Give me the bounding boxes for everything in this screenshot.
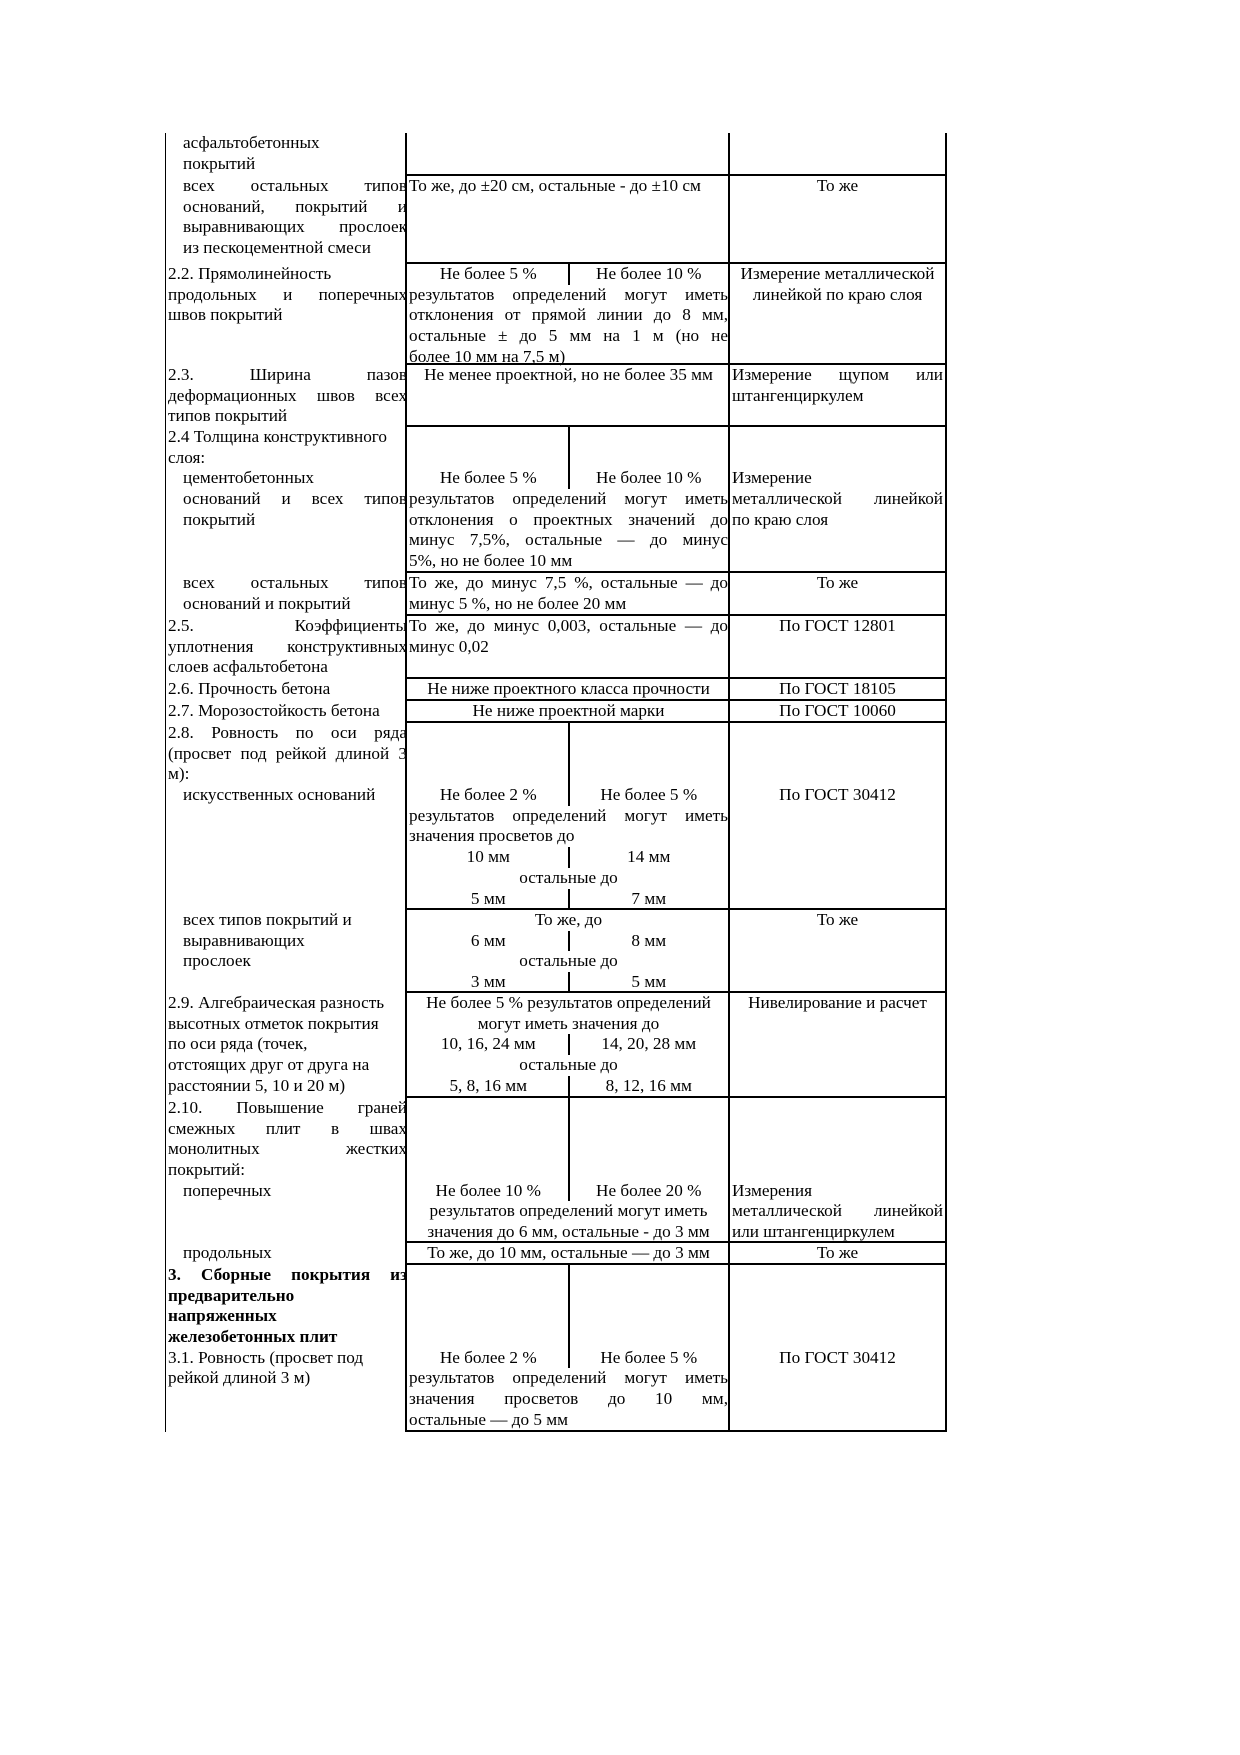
blank-line bbox=[732, 1286, 943, 1307]
blank-line bbox=[732, 1306, 943, 1327]
split-values bbox=[409, 889, 728, 910]
text-line: рейкой длиной 3 м) bbox=[168, 1368, 311, 1388]
parameter-cell bbox=[165, 701, 407, 723]
control-method-cell bbox=[728, 1265, 947, 1432]
text-line: выравнивающих bbox=[183, 930, 305, 950]
text-line: Не ниже проектной марки bbox=[472, 701, 665, 720]
text-line: м): bbox=[168, 764, 190, 784]
control-method-cell bbox=[728, 176, 947, 264]
table-row bbox=[165, 573, 945, 616]
text-line: По ГОСТ 30412 bbox=[779, 1347, 896, 1367]
control-method-cell bbox=[728, 993, 947, 1098]
text-line: результатов определений могут иметь bbox=[409, 489, 728, 509]
text-line: продольных bbox=[183, 1243, 272, 1262]
split-left bbox=[409, 744, 570, 765]
text-line: То же bbox=[816, 1243, 859, 1262]
tolerance-cell bbox=[405, 133, 730, 176]
control-method-cell bbox=[728, 910, 947, 993]
text-line: По ГОСТ 10060 bbox=[779, 701, 896, 720]
text-line: остальные ± до 5 мм на 1 м (но не bbox=[409, 326, 728, 346]
text-line: высотных отметок покрытия bbox=[168, 1013, 379, 1033]
text-line: остальные до bbox=[519, 951, 618, 971]
text-line: 3. Сборные покрытия из bbox=[168, 1265, 407, 1284]
split-right-value: Не более 10 % bbox=[596, 468, 702, 488]
text-line: результатов определений могут иметь bbox=[409, 1368, 728, 1388]
text-line: Не более 5 % результатов определений bbox=[426, 993, 711, 1012]
split-left bbox=[409, 1306, 570, 1327]
split-left bbox=[409, 764, 570, 785]
split-right bbox=[570, 1327, 729, 1348]
split-right bbox=[570, 764, 729, 785]
control-method-cell bbox=[728, 1243, 947, 1265]
text-line: всех остальных типов bbox=[183, 176, 407, 195]
text-line: штангенциркулем bbox=[732, 385, 864, 405]
text-line: остальные до bbox=[519, 1055, 618, 1075]
split-values bbox=[409, 264, 728, 285]
text-line: деформационных швов всех bbox=[168, 385, 407, 405]
split-values bbox=[409, 972, 728, 993]
text-line: По ГОСТ 30412 bbox=[779, 785, 896, 805]
split-right-value: Не более 5 % bbox=[600, 785, 698, 805]
split-right bbox=[570, 1139, 729, 1160]
text-line: слоев асфальтобетона bbox=[168, 657, 328, 677]
text-line: 2.8. Ровность по оси ряда bbox=[168, 723, 407, 742]
table-row bbox=[165, 133, 945, 176]
text-line: по оси ряда (точек, bbox=[168, 1034, 308, 1054]
split-right-value: 8 мм bbox=[631, 930, 667, 950]
split-left-value: 10, 16, 24 мм bbox=[409, 1034, 570, 1055]
split-divider bbox=[409, 1139, 728, 1160]
text-line: слоя: bbox=[168, 447, 206, 467]
parameter-cell bbox=[165, 1243, 407, 1265]
parameter-cell bbox=[165, 993, 407, 1098]
split-divider bbox=[409, 744, 728, 765]
split-right bbox=[570, 744, 729, 765]
table-row bbox=[165, 1098, 945, 1243]
text-line: из пескоцементной смеси bbox=[183, 238, 371, 258]
text-line: линейкой по краю слоя bbox=[752, 284, 923, 304]
text-line: покрытий bbox=[183, 509, 256, 529]
text-line: или штангенциркулем bbox=[732, 1222, 895, 1242]
text-line: оснований и покрытий bbox=[183, 593, 351, 613]
table-row bbox=[165, 993, 945, 1098]
split-values bbox=[409, 785, 728, 806]
text-line: отклонения от прямой линии до 8 мм, bbox=[409, 305, 728, 325]
parameter-cell bbox=[165, 573, 407, 616]
split-values bbox=[409, 468, 728, 489]
text-line: металлической линейкой bbox=[732, 489, 943, 509]
tolerance-cell bbox=[405, 1243, 730, 1265]
parameter-cell bbox=[165, 616, 407, 679]
text-line: железобетонных плит bbox=[168, 1327, 338, 1347]
split-left-value: 5, 8, 16 мм bbox=[409, 1076, 570, 1097]
text-line: значения просветов до bbox=[409, 826, 575, 846]
text-line: Измерение металлической bbox=[740, 264, 935, 283]
table-row bbox=[165, 616, 945, 679]
text-line: Измерение щупом или bbox=[732, 365, 943, 384]
text-line: 3.1. Ровность (просвет под bbox=[168, 1347, 364, 1367]
split-left bbox=[409, 1098, 570, 1119]
split-left-value: Не более 5 % bbox=[409, 264, 570, 285]
split-right bbox=[570, 723, 729, 744]
text-line: смежных плит в швах bbox=[168, 1118, 407, 1138]
split-left-value: 10 мм bbox=[409, 847, 570, 868]
text-line: результатов определений могут иметь bbox=[429, 1201, 708, 1221]
text-line: То же, до минус 0,003, остальные — до bbox=[409, 616, 728, 635]
split-left bbox=[409, 1160, 570, 1181]
text-line: поперечных bbox=[183, 1180, 272, 1200]
text-line: по краю слоя bbox=[732, 509, 829, 529]
control-method-cell bbox=[728, 1098, 947, 1243]
parameter-cell bbox=[165, 176, 407, 264]
blank-line bbox=[732, 448, 943, 469]
parameter-cell bbox=[165, 723, 407, 910]
tolerance-cell bbox=[405, 701, 730, 723]
text-line: продольных и поперечных bbox=[168, 284, 407, 304]
split-values bbox=[409, 931, 728, 952]
blank-line bbox=[732, 744, 943, 765]
split-values bbox=[409, 847, 728, 868]
text-line: покрытий bbox=[183, 153, 256, 173]
control-method-cell bbox=[728, 427, 947, 573]
blank-line bbox=[732, 1139, 943, 1160]
text-line: То же, до ±20 см, остальные - до ±10 см bbox=[409, 176, 701, 195]
split-divider bbox=[409, 1119, 728, 1140]
blank-line bbox=[732, 1327, 943, 1348]
tolerance-cell bbox=[405, 616, 730, 679]
text-line: результатов определений могут иметь bbox=[409, 805, 728, 825]
tolerance-cell bbox=[405, 910, 730, 993]
table-row bbox=[165, 910, 945, 993]
blank-line bbox=[732, 1098, 943, 1119]
text-line: То же bbox=[816, 910, 859, 929]
parameter-cell bbox=[165, 133, 407, 176]
text-line: результатов определений могут иметь bbox=[409, 284, 728, 304]
text-line: По ГОСТ 12801 bbox=[779, 616, 896, 635]
tolerance-cell bbox=[405, 679, 730, 701]
table-row bbox=[165, 679, 945, 701]
text-line: выравнивающих прослоек bbox=[183, 217, 407, 237]
text-line: отстоящих друг от друга на bbox=[168, 1055, 370, 1075]
parameter-cell bbox=[165, 1265, 407, 1432]
split-left-value: Не более 10 % bbox=[409, 1181, 570, 1202]
table-row bbox=[165, 1265, 945, 1432]
split-divider bbox=[409, 764, 728, 785]
split-left bbox=[409, 448, 570, 469]
split-left bbox=[409, 1265, 570, 1286]
table-row bbox=[165, 264, 945, 365]
text-line: оснований, покрытий и bbox=[183, 196, 407, 216]
parameter-cell bbox=[165, 365, 407, 427]
table-row bbox=[165, 701, 945, 723]
text-line: Нивелирование и расчет bbox=[748, 993, 927, 1012]
text-line: искусственных оснований bbox=[183, 785, 376, 805]
parameter-cell bbox=[165, 1098, 407, 1243]
tolerance-cell bbox=[405, 1265, 730, 1432]
split-divider bbox=[409, 448, 728, 469]
split-right bbox=[570, 448, 729, 469]
split-right-value: 14, 20, 28 мм bbox=[601, 1034, 697, 1054]
split-right-value: Не более 5 % bbox=[600, 1347, 698, 1367]
control-method-cell bbox=[728, 264, 947, 365]
split-divider bbox=[409, 427, 728, 448]
text-line: значения до 6 мм, остальные - до 3 мм bbox=[427, 1222, 710, 1242]
table-row bbox=[165, 427, 945, 573]
split-left-value: 5 мм bbox=[409, 889, 570, 910]
split-values bbox=[409, 1034, 728, 1055]
tolerance-cell bbox=[405, 993, 730, 1098]
text-line: швов покрытий bbox=[168, 305, 283, 325]
parameter-cell bbox=[165, 679, 407, 701]
split-left-value: 3 мм bbox=[409, 972, 570, 993]
split-divider bbox=[409, 1306, 728, 1327]
text-line: 5%, но не более 10 мм bbox=[409, 551, 573, 571]
text-line: напряженных bbox=[168, 1306, 277, 1326]
text-line: Измерения bbox=[732, 1180, 812, 1200]
blank-line bbox=[732, 427, 943, 448]
tolerance-cell bbox=[405, 176, 730, 264]
text-line: То же, до 10 мм, остальные — до 3 мм bbox=[427, 1243, 710, 1262]
text-line: минус 5 %, но не более 20 мм bbox=[409, 593, 627, 613]
text-line: 2.9. Алгебраическая разность bbox=[168, 993, 385, 1012]
split-values bbox=[409, 1348, 728, 1369]
text-line: То же bbox=[816, 573, 859, 592]
split-right-value: 14 мм bbox=[627, 847, 671, 867]
split-left bbox=[409, 1139, 570, 1160]
split-right bbox=[570, 1119, 729, 1140]
split-right-value: 5 мм bbox=[631, 972, 667, 992]
text-line: То же, до минус 7,5 %, остальные — до bbox=[409, 573, 728, 592]
text-line: остальные — до 5 мм bbox=[409, 1409, 569, 1429]
parameter-cell bbox=[165, 910, 407, 993]
text-line: 2.6. Прочность бетона bbox=[168, 679, 331, 698]
tolerance-cell bbox=[405, 723, 730, 910]
text-line: То же bbox=[816, 176, 859, 195]
split-left bbox=[409, 1327, 570, 1348]
control-method-cell bbox=[728, 133, 947, 176]
text-line: более 10 мм на 7,5 м) bbox=[409, 346, 566, 366]
text-line: 2.3. Ширина пазов bbox=[168, 365, 407, 384]
text-line: отклонения о проектных значений до bbox=[409, 509, 728, 529]
text-line: всех остальных типов bbox=[183, 573, 407, 592]
parameter-cell bbox=[165, 427, 407, 573]
text-line: 2.2. Прямолинейность bbox=[168, 264, 332, 283]
text-line: покрытий: bbox=[168, 1160, 245, 1180]
split-values bbox=[409, 1181, 728, 1202]
split-right-value: Не более 20 % bbox=[596, 1180, 702, 1200]
table-row bbox=[165, 176, 945, 264]
text-line: монолитных жестких bbox=[168, 1139, 407, 1159]
text-line: минус 0,02 bbox=[409, 636, 489, 656]
split-left bbox=[409, 427, 570, 448]
blank-line bbox=[732, 1160, 943, 1181]
control-method-cell bbox=[728, 679, 947, 701]
split-right bbox=[570, 1098, 729, 1119]
text-line: 2.5. Коэффициенты bbox=[168, 616, 407, 635]
tolerance-cell bbox=[405, 365, 730, 427]
split-left-value: Не более 2 % bbox=[409, 785, 570, 806]
split-right bbox=[570, 1306, 729, 1327]
text-line: асфальтобетонных bbox=[183, 133, 320, 152]
text-line: остальные до bbox=[519, 867, 618, 887]
text-line: То же, до bbox=[534, 910, 603, 929]
text-line: 2.10. Повышение граней bbox=[168, 1098, 407, 1117]
text-line: предварительно bbox=[168, 1285, 295, 1305]
text-line: Не ниже проектного класса прочности bbox=[427, 679, 710, 698]
tolerance-cell bbox=[405, 427, 730, 573]
split-right bbox=[570, 1265, 729, 1286]
blank-line bbox=[732, 723, 943, 744]
text-line: 2.7. Морозостойкость бетона bbox=[168, 701, 380, 720]
table-row bbox=[165, 723, 945, 910]
blank-line bbox=[732, 1265, 943, 1286]
tolerance-cell bbox=[405, 573, 730, 616]
split-right-value: 7 мм bbox=[631, 888, 667, 908]
text-line: (просвет под рейкой длиной 3 bbox=[168, 743, 407, 763]
text-line: уплотнения конструктивных bbox=[168, 636, 407, 656]
table-row bbox=[165, 365, 945, 427]
split-right-value: 8, 12, 16 мм bbox=[605, 1075, 692, 1095]
split-right bbox=[570, 1160, 729, 1181]
split-divider bbox=[409, 723, 728, 744]
text-line: Измерение bbox=[732, 468, 812, 488]
split-right bbox=[570, 1286, 729, 1307]
text-line: всех типов покрытий и bbox=[183, 910, 352, 929]
split-left bbox=[409, 723, 570, 744]
control-method-cell bbox=[728, 701, 947, 723]
text-line: расстоянии 5, 10 и 20 м) bbox=[168, 1075, 346, 1095]
split-left-value: Не более 2 % bbox=[409, 1348, 570, 1369]
text-line: Не менее проектной, но не более 35 мм bbox=[424, 365, 713, 384]
split-divider bbox=[409, 1327, 728, 1348]
blank-line bbox=[732, 1119, 943, 1140]
text-line: цементобетонных bbox=[183, 468, 314, 488]
text-line: минус 7,5%, остальные — до минус bbox=[409, 530, 728, 550]
split-left-value: 6 мм bbox=[409, 931, 570, 952]
tolerance-cell bbox=[405, 1098, 730, 1243]
text-line: 2.4 Толщина конструктивного bbox=[168, 427, 388, 446]
blank-line bbox=[732, 764, 943, 785]
requirements-table bbox=[165, 133, 945, 1432]
table-row bbox=[165, 1243, 945, 1265]
text-line: металлической линейкой bbox=[732, 1201, 943, 1221]
text-line: прослоек bbox=[183, 951, 251, 971]
split-divider bbox=[409, 1160, 728, 1181]
split-divider bbox=[409, 1286, 728, 1307]
text-line: могут иметь значения до bbox=[477, 1013, 660, 1033]
split-right-value: Не более 10 % bbox=[596, 264, 702, 283]
text-line: значения просветов до 10 мм, bbox=[409, 1389, 728, 1409]
tolerance-cell bbox=[405, 264, 730, 365]
split-divider bbox=[409, 1098, 728, 1119]
text-line: оснований и всех типов bbox=[183, 489, 407, 509]
split-values bbox=[409, 1076, 728, 1097]
control-method-cell bbox=[728, 573, 947, 616]
split-divider bbox=[409, 1265, 728, 1286]
text-line: типов покрытий bbox=[168, 406, 288, 426]
control-method-cell bbox=[728, 616, 947, 679]
split-left bbox=[409, 1119, 570, 1140]
text-line: По ГОСТ 18105 bbox=[779, 679, 896, 698]
control-method-cell bbox=[728, 365, 947, 427]
split-left bbox=[409, 1286, 570, 1307]
split-right bbox=[570, 427, 729, 448]
split-left-value: Не более 5 % bbox=[409, 468, 570, 489]
control-method-cell bbox=[728, 723, 947, 910]
parameter-cell bbox=[165, 264, 407, 365]
